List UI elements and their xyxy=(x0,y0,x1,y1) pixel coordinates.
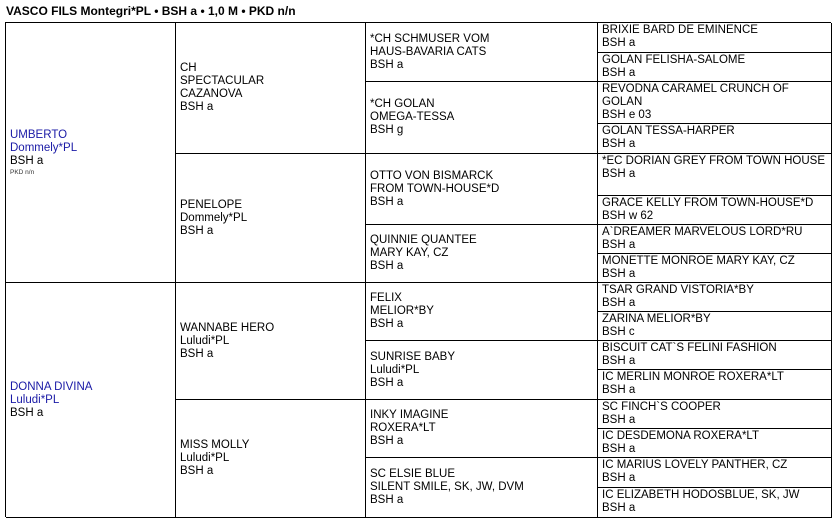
sire-name: UMBERTO xyxy=(10,128,68,141)
gen4-name: SC FINCH`S COOPER xyxy=(602,401,721,413)
dam-cattery: Luludi*PL xyxy=(10,393,60,406)
gen3-line: ROXERA*LT xyxy=(370,422,436,434)
gen3-line: *CH GOLAN xyxy=(370,98,435,110)
gen4-breed: BSH a xyxy=(602,297,636,309)
gen2-line: CAZANOVA xyxy=(180,88,243,100)
gen2-line: MISS MOLLY xyxy=(180,439,250,451)
gen4-name: ZARINA MELIOR*BY xyxy=(602,313,711,325)
gen4-name: IC DESDEMONA ROXERA*LT xyxy=(602,430,759,442)
gen3-cell xyxy=(366,225,598,283)
gen4-cell xyxy=(598,82,832,124)
gen3-breed: BSH a xyxy=(370,318,404,330)
gen2-line: Luludi*PL xyxy=(180,452,230,464)
gen3-line: FROM TOWN-HOUSE*D xyxy=(370,182,500,195)
gen3-line: OTTO VON BISMARCK xyxy=(370,169,494,182)
gen2-line: PENELOPE xyxy=(180,198,242,211)
gen4-breed: BSH c xyxy=(602,326,635,338)
gen4-cell xyxy=(598,53,832,82)
pedigree-table xyxy=(5,22,831,517)
gen3-cell xyxy=(366,82,598,154)
gen2-cell xyxy=(176,154,366,283)
gen3-cell xyxy=(366,458,598,518)
gen4-breed: BSH a xyxy=(602,502,636,514)
gen4-cell xyxy=(598,458,832,488)
sire-cell xyxy=(6,23,176,283)
gen4-breed: BSH a xyxy=(602,268,636,280)
gen3-cell xyxy=(366,154,598,225)
gen4-cell xyxy=(598,196,832,225)
gen4-breed: BSH a xyxy=(602,414,636,426)
gen3-line: SILENT SMILE, SK, JW, DVM xyxy=(370,481,524,493)
gen3-line: OMEGA-TESSA xyxy=(370,111,455,123)
gen4-cell xyxy=(598,124,832,154)
gen4-breed: BSH a xyxy=(602,355,636,367)
gen4-breed: BSH e 03 xyxy=(602,109,652,121)
gen3-cell xyxy=(366,283,598,341)
gen4-name: IC MARIUS LOVELY PANTHER, CZ xyxy=(602,459,788,471)
gen4-breed: BSH a xyxy=(602,168,636,180)
gen2-line: Luludi*PL xyxy=(180,334,230,347)
gen4-breed: BSH a xyxy=(602,37,636,49)
gen3-line: SUNRISE BABY xyxy=(370,350,455,363)
gen4-name: MONETTE MONROE MARY KAY, CZ xyxy=(602,255,795,267)
gen4-name: GRACE KELLY FROM TOWN-HOUSE*D xyxy=(602,197,814,209)
gen3-line: QUINNIE QUANTEE xyxy=(370,234,477,246)
gen3-line: MARY KAY, CZ xyxy=(370,247,449,259)
gen4-cell xyxy=(598,254,832,283)
gen4-name: IC ELIZABETH HODOSBLUE, SK, JW xyxy=(602,489,800,501)
gen4-name: GOLAN FELISHA-SALOME xyxy=(602,54,746,66)
gen4-cell xyxy=(598,283,832,312)
gen3-cell xyxy=(366,23,598,82)
gen3-line: FELIX xyxy=(370,292,402,304)
gen3-breed: BSH a xyxy=(370,494,404,506)
gen4-cell xyxy=(598,400,832,429)
gen4-breed: BSH a xyxy=(602,443,636,455)
gen4-breed: BSH w 62 xyxy=(602,210,654,222)
gen2-breed: BSH a xyxy=(180,101,214,113)
gen4-cell xyxy=(598,488,832,518)
gen2-cell xyxy=(176,23,366,154)
gen3-breed: BSH g xyxy=(370,124,404,136)
gen3-cell xyxy=(366,400,598,458)
sire-breed: BSH a xyxy=(10,154,44,167)
gen3-cell xyxy=(366,341,598,400)
gen2-breed: BSH a xyxy=(180,347,214,360)
gen3-line: Luludi*PL xyxy=(370,363,420,376)
gen3-breed: BSH a xyxy=(370,376,404,389)
gen3-breed: BSH a xyxy=(370,435,404,447)
gen4-cell xyxy=(598,154,832,196)
gen4-cell xyxy=(598,429,832,458)
gen4-name: BRIXIE BARD DE EMINENCE xyxy=(602,24,758,36)
gen4-name: *EC DORIAN GREY FROM TOWN HOUSE xyxy=(602,155,825,167)
gen4-breed: BSH a xyxy=(602,67,636,79)
gen3-breed: BSH a xyxy=(370,195,404,208)
gen4-cell xyxy=(598,370,832,400)
sire-note: PKD n/n xyxy=(10,168,35,176)
gen2-breed: BSH a xyxy=(180,224,214,237)
gen3-line: MELIOR*BY xyxy=(370,305,434,317)
gen4-breed: BSH a xyxy=(602,384,636,396)
gen3-line: *CH SCHMUSER VOM xyxy=(370,32,490,45)
gen2-cell xyxy=(176,283,366,400)
gen3-breed: BSH a xyxy=(370,260,404,272)
gen4-name: IC MERLIN MONROE ROXERA*LT xyxy=(602,371,784,383)
gen2-line: CH xyxy=(180,62,197,74)
gen4-cell xyxy=(598,225,832,254)
gen4-cell xyxy=(598,312,832,341)
gen3-line: INKY IMAGINE xyxy=(370,409,449,421)
gen4-name: BISCUIT CAT`S FELINI FASHION xyxy=(602,342,777,354)
dam-cell xyxy=(6,283,176,518)
gen4-breed: BSH a xyxy=(602,239,636,251)
gen4-name: REVODNA CARAMEL CRUNCH OF GOLAN xyxy=(602,83,789,108)
pedigree-title: VASCO FILS Montegri*PL • BSH a • 1,0 M • PKD n/n xyxy=(6,4,296,18)
gen4-breed: BSH a xyxy=(602,138,636,150)
gen4-cell xyxy=(598,23,832,53)
dam-name: DONNA DIVINA xyxy=(10,380,93,393)
gen4-cell xyxy=(598,341,832,370)
gen4-name: GOLAN TESSA-HARPER xyxy=(602,125,735,137)
gen2-line: Dommely*PL xyxy=(180,211,248,224)
sire-cattery: Dommely*PL xyxy=(10,141,78,154)
gen3-breed: BSH a xyxy=(370,58,404,71)
gen3-line: HAUS-BAVARIA CATS xyxy=(370,45,487,58)
gen4-name: TSAR GRAND VISTORIA*BY xyxy=(602,284,754,296)
gen2-breed: BSH a xyxy=(180,465,214,477)
gen2-cell xyxy=(176,400,366,518)
gen2-line: WANNABE HERO xyxy=(180,321,275,334)
gen4-breed: BSH a xyxy=(602,472,636,484)
dam-breed: BSH a xyxy=(10,406,44,419)
gen2-line: SPECTACULAR xyxy=(180,75,265,87)
gen4-name: A`DREAMER MARVELOUS LORD*RU xyxy=(602,226,803,238)
gen3-line: SC ELSIE BLUE xyxy=(370,468,456,480)
